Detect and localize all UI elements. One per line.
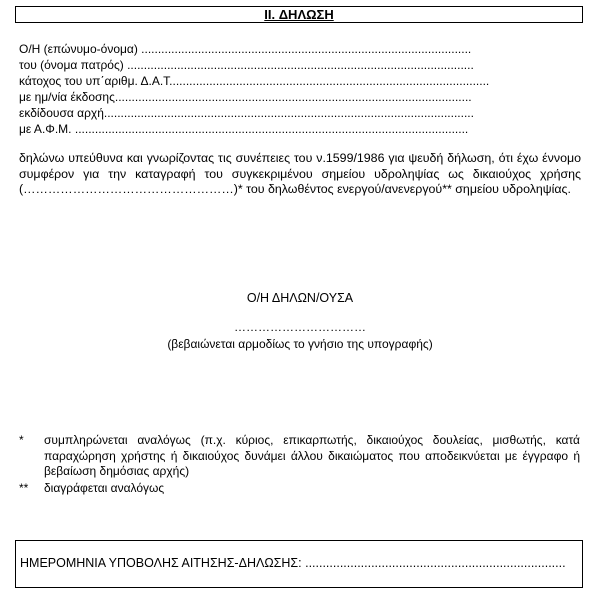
footnote-mark: * [19,433,24,447]
submission-date-field[interactable]: ΗΜΕΡΟΜΗΝΙΑ ΥΠΟΒΟΛΗΣ ΑΙΤΗΣΗΣ-ΔΗΛΩΣΗΣ: ........................................................................... [20,556,566,570]
field-id-number[interactable] [19,73,574,89]
field-label: του (όνομα πατρός) [19,58,128,72]
field-label: με ημ/νία έκδοσης [19,90,115,104]
field-blank: ............................................................................................................... [103,106,474,120]
declaration-text: δηλώνω υπεύθυνα και γνωρίζοντας τις συνέπειες του ν.1599/1986 για ψευδή δήλωση, ότι έχω έννομο συμφέρον για την καταγραφή του συγκεκριμένου σημείου υδροληψίας ως δικαιούχος χρήσης (……………………………………………)* του δηλωθέντος ενεργού/ανενεργού** σημείου υδροληψίας. [19,151,581,196]
footnote-mark: ** [19,481,29,495]
signature-note: (βεβαιώνεται αρμοδίως το γνήσιο της υπογραφής) [167,337,433,351]
declarant-title: Ο/Η ΔΗΛΩΝ/ΟΥΣΑ [246,291,354,305]
submission-date-box [15,540,583,588]
footnote-text: συμπληρώνεται αναλόγως (π.χ. κύριος, επικαρπωτής, δικαιούχος δουλείας, μισθωτής, κατά παραχώρηση χρήστης ή δικαιούχος δυνάμει άλλου δικαιώματος που αποδεικνύεται με έγγραφο ή βεβαίωση δημόσιας αρχής) [44,433,580,478]
field-label: με Α.Φ.Μ. [19,122,75,136]
field-issue-date[interactable] [19,89,574,105]
footnote-text: διαγράφεται αναλόγως [44,481,165,495]
field-blank: ........................................................................................................ [127,58,474,72]
field-blank: ........................................................................................................... [114,90,472,104]
section-title: II. ΔΗΛΩΣΗ [264,7,334,22]
signature-line[interactable]: …………………………… [234,320,366,334]
field-blank: ................................................................................................... [141,42,472,56]
field-father-name[interactable] [19,57,574,73]
field-full-name[interactable] [19,41,574,57]
field-tax-number[interactable] [19,121,574,137]
field-label: κάτοχος του υπ΄αριθμ. Δ.Α.Τ. [19,74,173,88]
field-issuing-authority[interactable] [19,105,574,121]
field-label: Ο/Η (επώνυμο-όνομα) [19,42,142,56]
field-blank: ............................................................................................... [172,74,490,88]
field-label: εκδίδουσα αρχή [19,106,104,120]
section-title-box [15,6,583,23]
field-blank: ...................................................................................................................... [74,122,469,136]
